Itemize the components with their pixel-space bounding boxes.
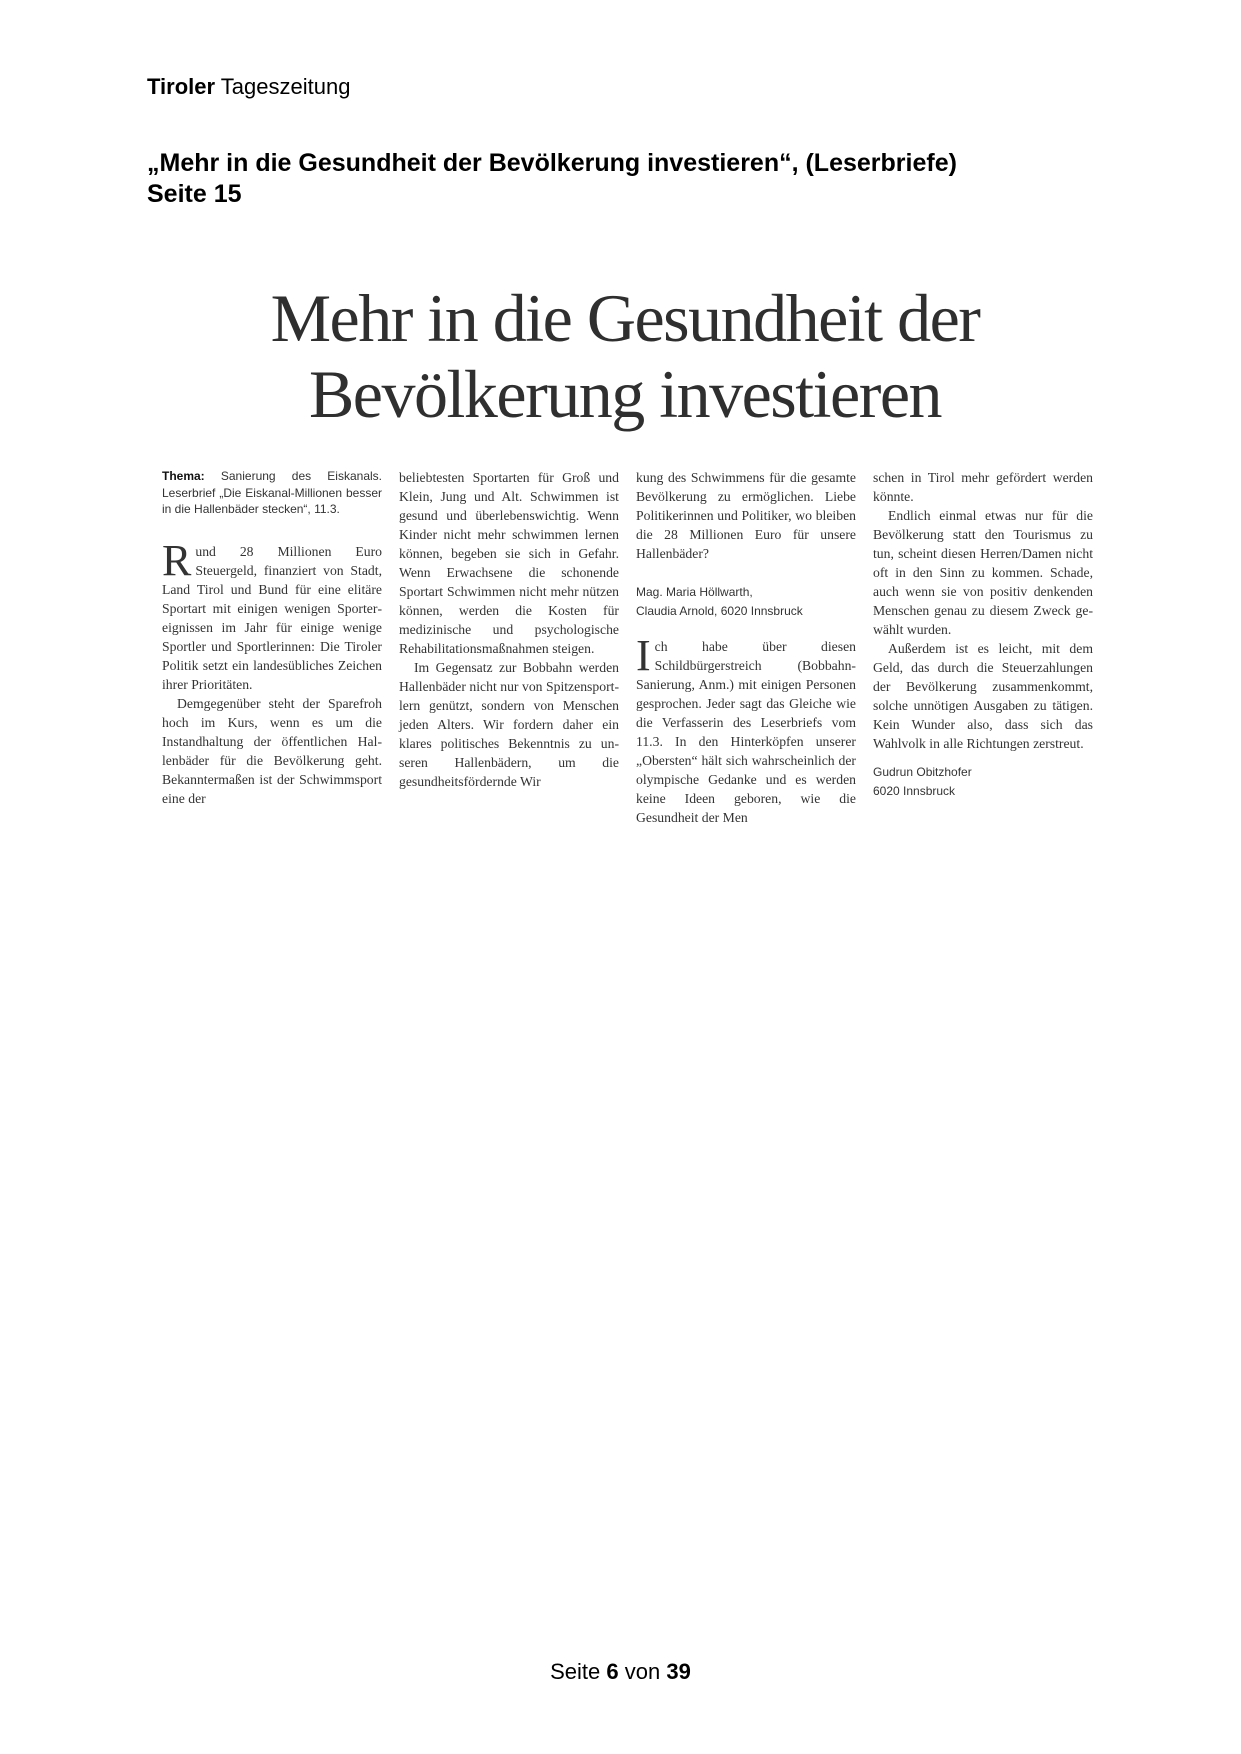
letter1-p1-text: und 28 Millionen Euro Steuergeld, finanziert von Stadt, Land Tirol und Bund für eine elitäre Sportart mit einigen wenigen Sportereignissen im Jahr für einige wenige Sportler und Sportlerinnen: Die Tiroler Politik setzt ein landesübliches Zeichen ihrer Prioritäten. xyxy=(162,543,382,692)
article-column-2 xyxy=(399,468,619,791)
letter1-p3-text: Im Gegensatz zur Bobbahn werden Hallenbäder nicht nur von Spitzensportlern genützt, sondern von Menschen jeden Alters. Wir fordern daher ein klares politisches Bekenntnis zu unseren Hallenbädern, um die gesundheitsfördernde Wir xyxy=(399,660,619,789)
letter2-signature-place: 6020 Innsbruck xyxy=(873,784,956,798)
letter1-p2-text: Demgegenüber steht der Sparefroh hoch im Kurs, wenn es um die Instandhaltung der öffentlichen Hallenbäder für die Bevölkerung geht. Bekanntermaßen ist der Schwimmsport eine der xyxy=(162,695,382,806)
brand-regular: Tageszeitung xyxy=(220,74,351,99)
publication-name xyxy=(147,73,350,101)
letter1-paragraph-2a xyxy=(162,694,382,808)
letter2-p3-text: Außerdem ist es leicht, mit dem Geld, das durch die Steuerzahlungen der Bevölkerung zusammenkommt, solche unnötigen Ausgaben zu tätigen. Kein Wunder also, dass sich das Wahlvolk in alle Richtungen zerstreut. xyxy=(873,641,1093,751)
topic-text: Sanierung des Eiskanals. Leserbrief „Die Eiskanal-Millionen besser in die Hallenbäder stecken“, 11.3. xyxy=(162,469,382,516)
letter1-dropcap: R xyxy=(162,535,192,585)
letter1-paragraph-1 xyxy=(162,535,382,694)
letter2-paragraph-1b xyxy=(873,468,1093,506)
letter1-paragraph-3b xyxy=(636,468,856,563)
letter1-signature-name: Mag. Maria Höllwarth, xyxy=(636,585,753,599)
letter2-signature-name: Gudrun Obitzhofer xyxy=(873,765,972,779)
document-title xyxy=(147,148,957,210)
letter2-signature xyxy=(873,763,1093,801)
letter1-p2-continued: beliebtesten Sportarten für Groß und Klein, Jung und Alt. Schwimmen ist gesund und überlebenswichtig. Wenn Kinder nicht mehr schwimmen lernen können, begeben sie sich in Gefahr. Wenn Erwachsene die schonende Sportart Schwimmen nicht mehr nützen können, werden die Kosten für medizinische und psychologische Rehabilitationsmaßnahmen steigen. xyxy=(399,470,619,656)
letter2-p1-continued: schen in Tirol mehr gefördert werden könnte. xyxy=(873,470,1093,504)
article-column-4 xyxy=(873,468,1093,801)
article-columns xyxy=(162,468,1094,888)
page-number-total: 39 xyxy=(666,1659,691,1684)
headline-line1: Mehr in die Gesundheit der xyxy=(270,280,980,356)
letter2-paragraph-3 xyxy=(873,639,1093,753)
letter2-paragraph-1a xyxy=(636,631,856,827)
letter1-signature xyxy=(636,583,856,621)
document-title-page: Seite 15 xyxy=(147,180,242,208)
letter1-signature-place: Claudia Arnold, 6020 Innsbruck xyxy=(636,604,803,618)
page-number xyxy=(0,1658,1241,1686)
letter1-p3-continued: kung des Schwimmens für die gesamte Bevölkerung zu ermöglichen. Liebe Politikerinnen und Politiker, wo bleiben die 28 Millionen Euro für unsere Hallenbäder? xyxy=(636,470,856,561)
letter2-paragraph-2 xyxy=(873,506,1093,639)
newspaper-clipping xyxy=(155,280,1095,900)
page-number-prefix: Seite xyxy=(550,1659,601,1684)
page-number-current: 6 xyxy=(606,1659,619,1684)
letter2-p2-text: Endlich einmal etwas nur für die Bevölkerung statt den Tourismus zu tun, scheint diesen Herren/Damen nicht oft in den Sinn zu kommen. Schade, auch wenn sie von positiv denkenden Menschen genau zu diesem Zweck gewählt wurden. xyxy=(873,508,1093,637)
topic-box xyxy=(162,468,382,518)
headline-line2: Bevölkerung investieren xyxy=(308,356,942,432)
letter2-p1-text: ch habe über diesen Schildbürgerstreich (Bobbahn-Sanierung, Anm.) mit einigen Personen gesprochen. Jeder sagt das Gleiche wie die Verfasserin des Leserbriefs vom 11.3. In den Hinterköpfen unserer „Obersten“ hält sich wahrscheinlich der olympische Gedanke und es werden keine Ideen geboren, wie die Gesundheit der Men xyxy=(636,639,856,825)
article-column-1 xyxy=(162,468,382,808)
letter1-paragraph-2b xyxy=(399,468,619,658)
page-number-separator: von xyxy=(624,1659,661,1684)
article-column-3 xyxy=(636,468,856,827)
letter1-paragraph-3a xyxy=(399,658,619,791)
topic-label: Thema: xyxy=(162,469,205,483)
document-title-line1: „Mehr in die Gesundheit der Bevölkerung investieren“, (Leserbriefe) xyxy=(147,149,957,177)
brand-bold: Tiroler xyxy=(147,74,216,99)
article-headline xyxy=(155,280,1095,432)
letter2-dropcap: I xyxy=(636,631,651,680)
